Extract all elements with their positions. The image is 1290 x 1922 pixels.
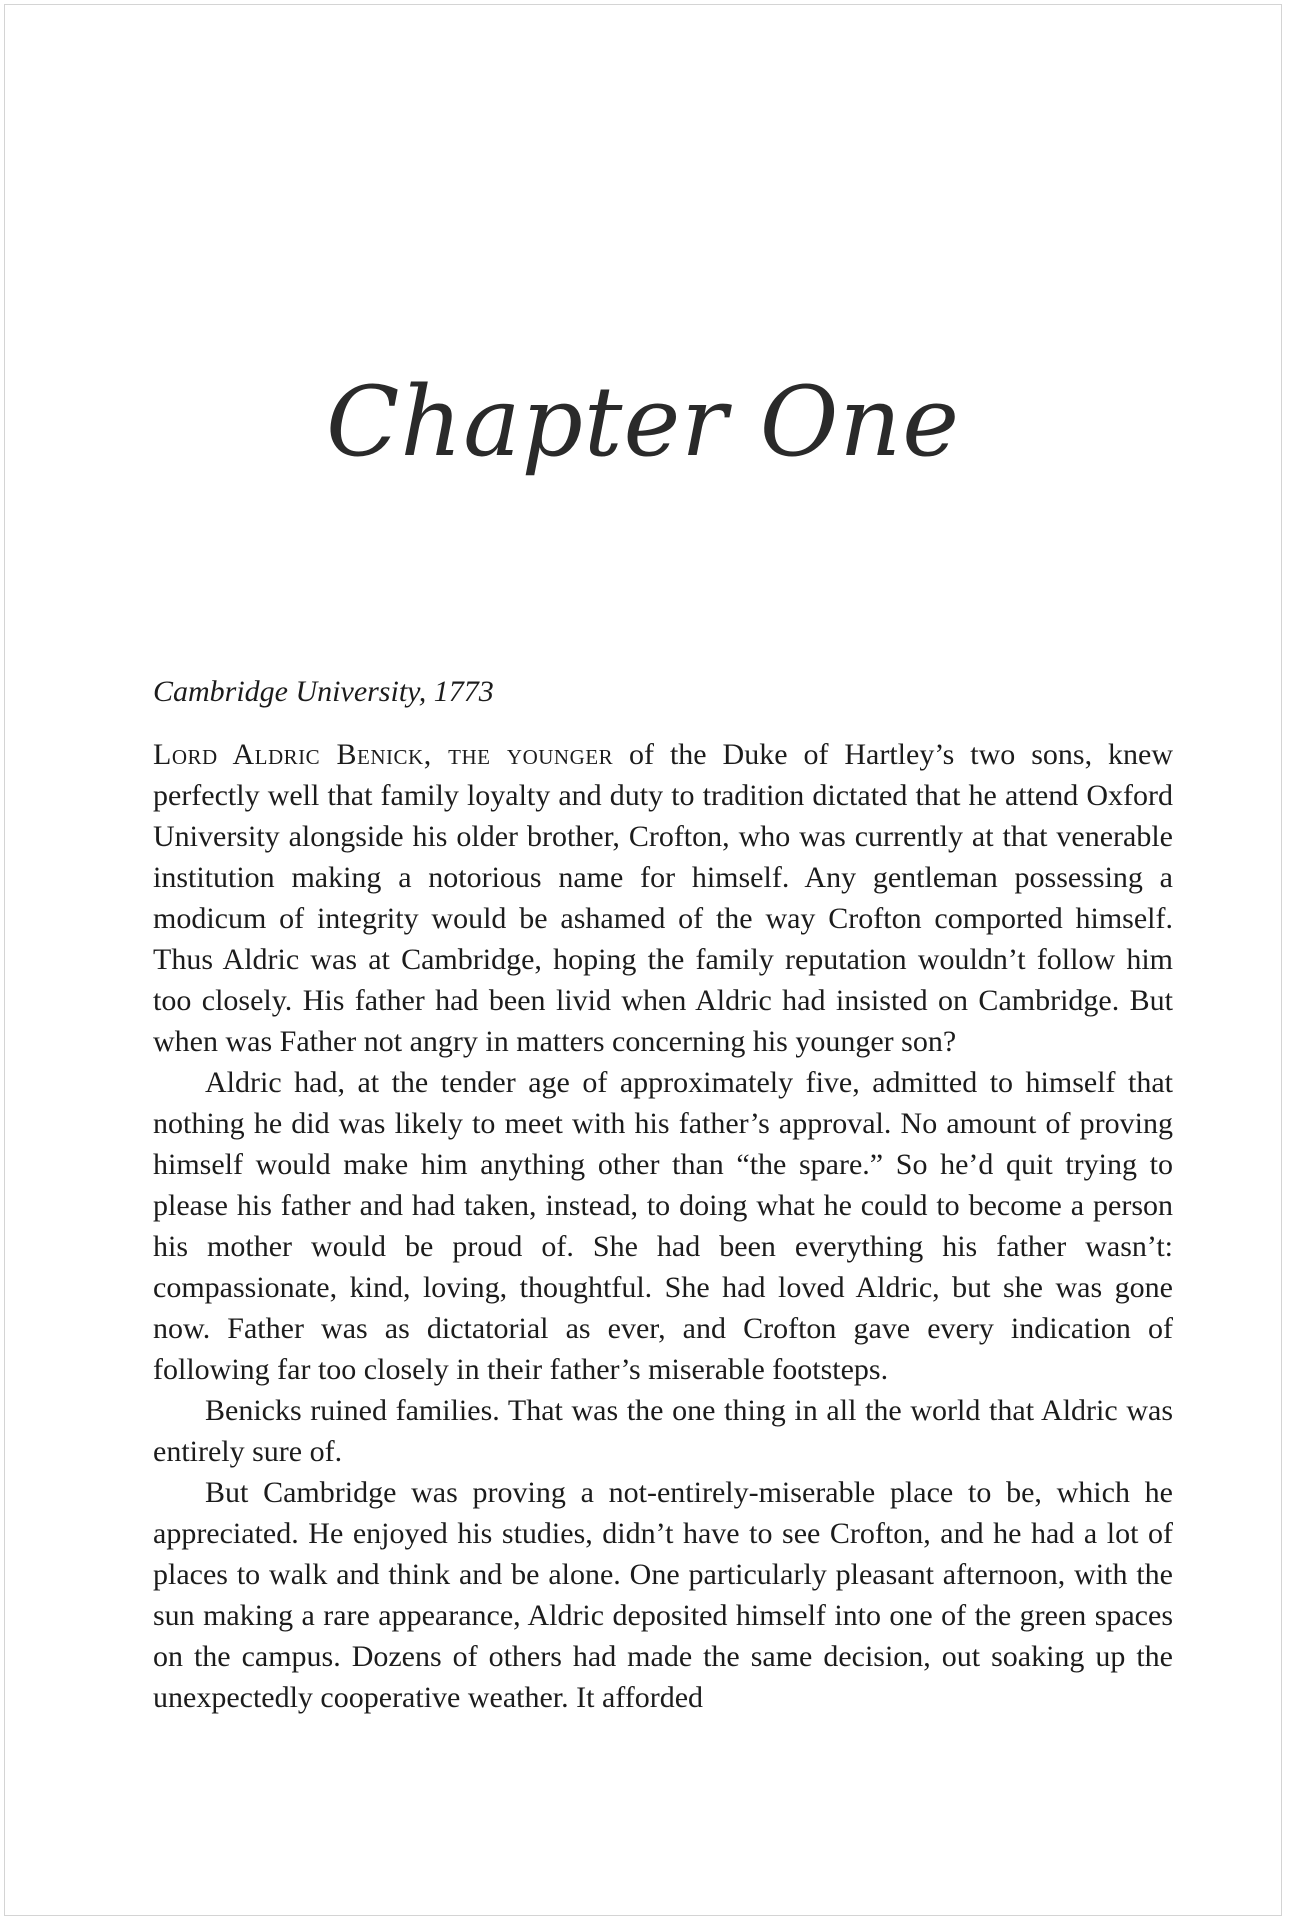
paragraph-1-text: of the Duke of Hartley’s two sons, knew perfectly well that family loyalty and duty to tradition dictated that he attend Oxford University alongside his older brother, Crofton, who was currently at that venerable institution making a notorious name for himself. Any gentleman possessing a modicum of integrity would be ashamed of the way Crofton comported himself. Thus Aldric was at Cambridge, hoping the family reputation wouldn’t follow him too closely. His father had been livid when Aldric had insisted on Cambridge. But when was Father not angry in matters concerning his younger son?	[153, 738, 1173, 1058]
paragraph-3: Benicks ruined families. That was the one thing in all the world that Aldric was entirely sure of.	[153, 1394, 1173, 1468]
book-page	[4, 4, 1282, 1916]
paragraph-4: But Cambridge was proving a not-entirely-miserable place to be, which he appreciated. He enjoyed his studies, didn’t have to see Crofton, and he had a lot of places to walk and think and be alone. One particularly pleasant afternoon, with the sun making a rare appearance, Aldric deposited himself into one of the green spaces on the campus. Dozens of others had made the same decision, out soaking up the unexpectedly cooperative weather. It afforded	[153, 1476, 1173, 1714]
paragraph-1	[153, 734, 1173, 1062]
body-text	[153, 671, 1173, 1718]
paragraph-lead-smallcaps: Lord Aldric Benick, the younger	[153, 738, 614, 771]
paragraph-2: Aldric had, at the tender age of approximately five, admitted to himself that nothing he did was likely to meet with his father’s approval. No amount of proving himself would make him anything other than “the spare.” So he’d quit trying to please his father and had taken, instead, to doing what he could to become a person his mother would be proud of. She had been everything his father wasn’t: compassionate, kind, loving, thoughtful. She had loved Aldric, but she was gone now. Father was as dictatorial as ever, and Crofton gave every indication of following far too closely in their father’s miserable footsteps.	[153, 1066, 1173, 1386]
dateline: Cambridge University, 1773	[153, 675, 494, 708]
chapter-title: Chapter One	[325, 366, 961, 478]
